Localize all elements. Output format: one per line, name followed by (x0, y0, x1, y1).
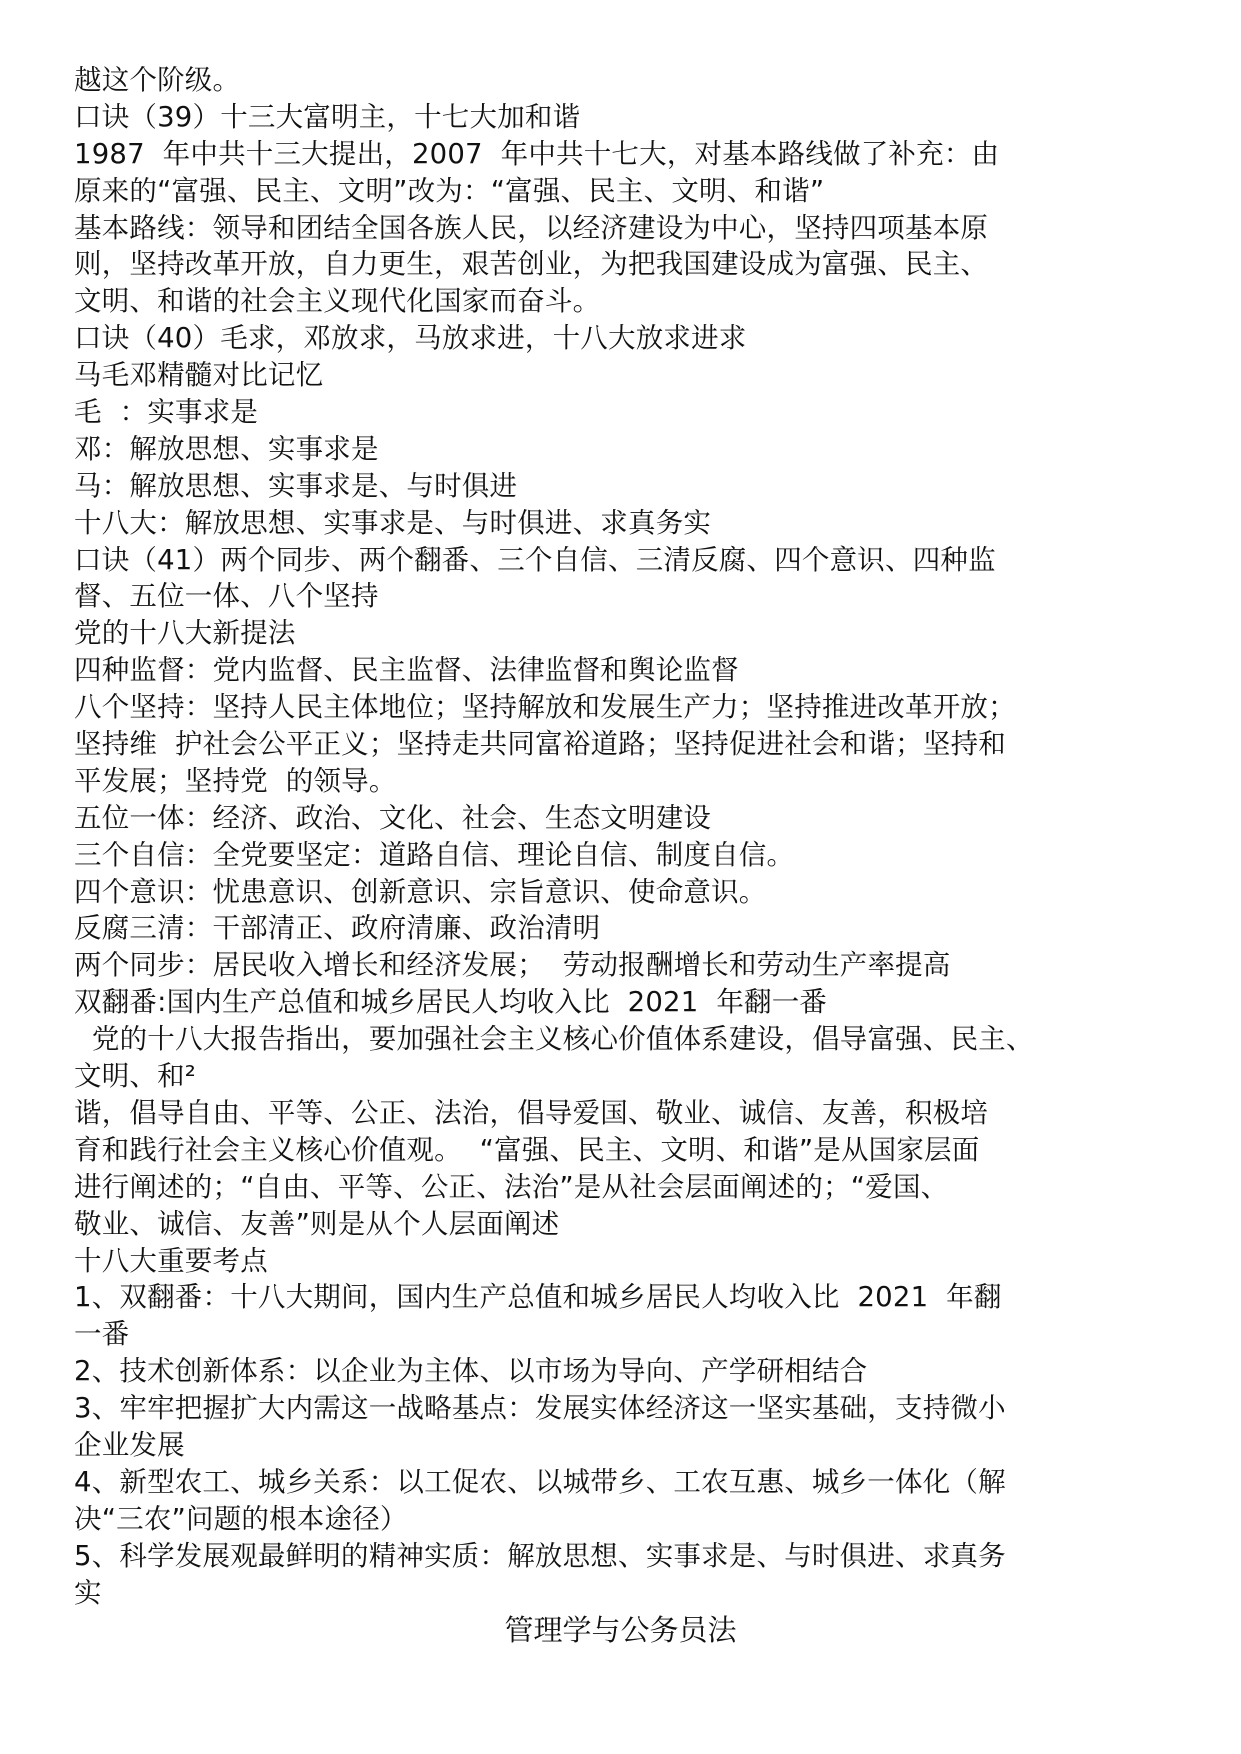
text-line: 越这个阶级。 (74, 64, 241, 96)
text-line: 四种监督：党内监督、民主监督、法律监督和舆论监督 (74, 654, 739, 687)
text-line: 督、五位一体、八个坚持 (74, 580, 379, 613)
text-line: 1987 年中共十三大提出，2007 年中共十七大，对基本路线做了补充：由 (74, 137, 1000, 170)
text-line: 马：解放思想、实事求是、与时俱进 (74, 469, 518, 502)
text-line: 企业发展 (74, 1428, 185, 1461)
text-line: 口诀（39）十三大富明主，十七大加和谐 (74, 100, 581, 133)
text-line: 基本路线：领导和团结全国各族人民，以经济建设为中心，坚持四项基本原 (74, 211, 989, 244)
text-line: 党的十八大报告指出，要加强社会主义核心价值体系建设，倡导富强、民主、 (74, 1023, 1034, 1056)
text-line: 育和践行社会主义核心价值观。 “富强、民主、文明、和谐”是从国家层面 (74, 1133, 980, 1166)
section-title: 管理学与公务员法 (504, 1613, 737, 1647)
text-line: 三个自信：全党要坚定：道路自信、理论自信、制度自信。 (74, 838, 795, 871)
text-line: 党的十八大新提法 (74, 617, 296, 650)
text-line: 八个坚持：坚持人民主体地位；坚持解放和发展生产力；坚持推进改革开放； (74, 691, 1016, 724)
text-line: 十八大重要考点 (74, 1244, 268, 1277)
text-line: 十八大：解放思想、实事求是、与时俱进、求真务实 (74, 506, 712, 539)
text-line: 原来的“富强、民主、文明”改为：“富强、民主、文明、和谐” (74, 174, 825, 207)
text-line: 反腐三清：干部清正、政府清廉、政治清明 (74, 912, 601, 945)
text-line: 口诀（40）毛求，邓放求，马放求进，十八大放求进求 (74, 322, 747, 355)
text-line: 平发展；坚持党 的领导。 (74, 764, 397, 797)
text-line: 四个意识：忧患意识、创新意识、宗旨意识、使命意识。 (74, 875, 767, 908)
text-line: 口诀（41）两个同步、两个翻番、三个自信、三清反腐、四个意识、四种监 (74, 543, 996, 576)
text-line: 邓：解放思想、实事求是 (74, 432, 379, 465)
document-body (74, 62, 1184, 1611)
text-line: 5、科学发展观最鲜明的精神实质：解放思想、实事求是、与时俱进、求真务 (74, 1539, 1006, 1572)
text-line: 4、新型农工、城乡关系：以工促农、以城带乡、工农互惠、城乡一体化（解 (74, 1465, 1006, 1498)
text-line: 实 (74, 1576, 102, 1609)
text-line: 谐，倡导自由、平等、公正、法治，倡导爱国、敬业、诚信、友善，积极培 (74, 1096, 989, 1129)
text-line: 一番 (74, 1318, 130, 1351)
text-line: 毛 ：实事求是 (74, 396, 259, 429)
text-line: 则，坚持改革开放，自力更生，艰苦创业，为把我国建设成为富强、民主、 (74, 248, 989, 281)
text-line: 马毛邓精髓对比记忆 (74, 359, 324, 392)
text-line: 双翻番:国内生产总值和城乡居民人均收入比 2021 年翻一番 (74, 986, 828, 1019)
text-line: 坚持维 护社会公平正义；坚持走共同富裕道路；坚持促进社会和谐；坚持和 (74, 728, 1006, 761)
text-line: 3、牢牢把握扩大内需这一战略基点：发展实体经济这一坚实基础，支持微小 (74, 1392, 1006, 1425)
text-line: 敬业、诚信、友善”则是从个人层面阐述 (74, 1207, 560, 1240)
text-line: 进行阐述的；“自由、平等、公正、法治”是从社会层面阐述的；“爱国、 (74, 1170, 949, 1203)
text-line: 文明、和² (74, 1060, 197, 1093)
text-line: 2、技术创新体系：以企业为主体、以市场为导向、产学研相结合 (74, 1355, 868, 1388)
text-line: 1、双翻番：十八大期间，国内生产总值和城乡居民人均收入比 2021 年翻 (74, 1281, 1002, 1314)
text-line: 五位一体：经济、政治、文化、社会、生态文明建设 (74, 801, 712, 834)
text-line: 两个同步：居民收入增长和经济发展； 劳动报酬增长和劳动生产率提高 (74, 949, 951, 982)
text-line: 文明、和谐的社会主义现代化国家而奋斗。 (74, 285, 601, 318)
text-line: 决“三农”问题的根本途径） (74, 1502, 408, 1535)
